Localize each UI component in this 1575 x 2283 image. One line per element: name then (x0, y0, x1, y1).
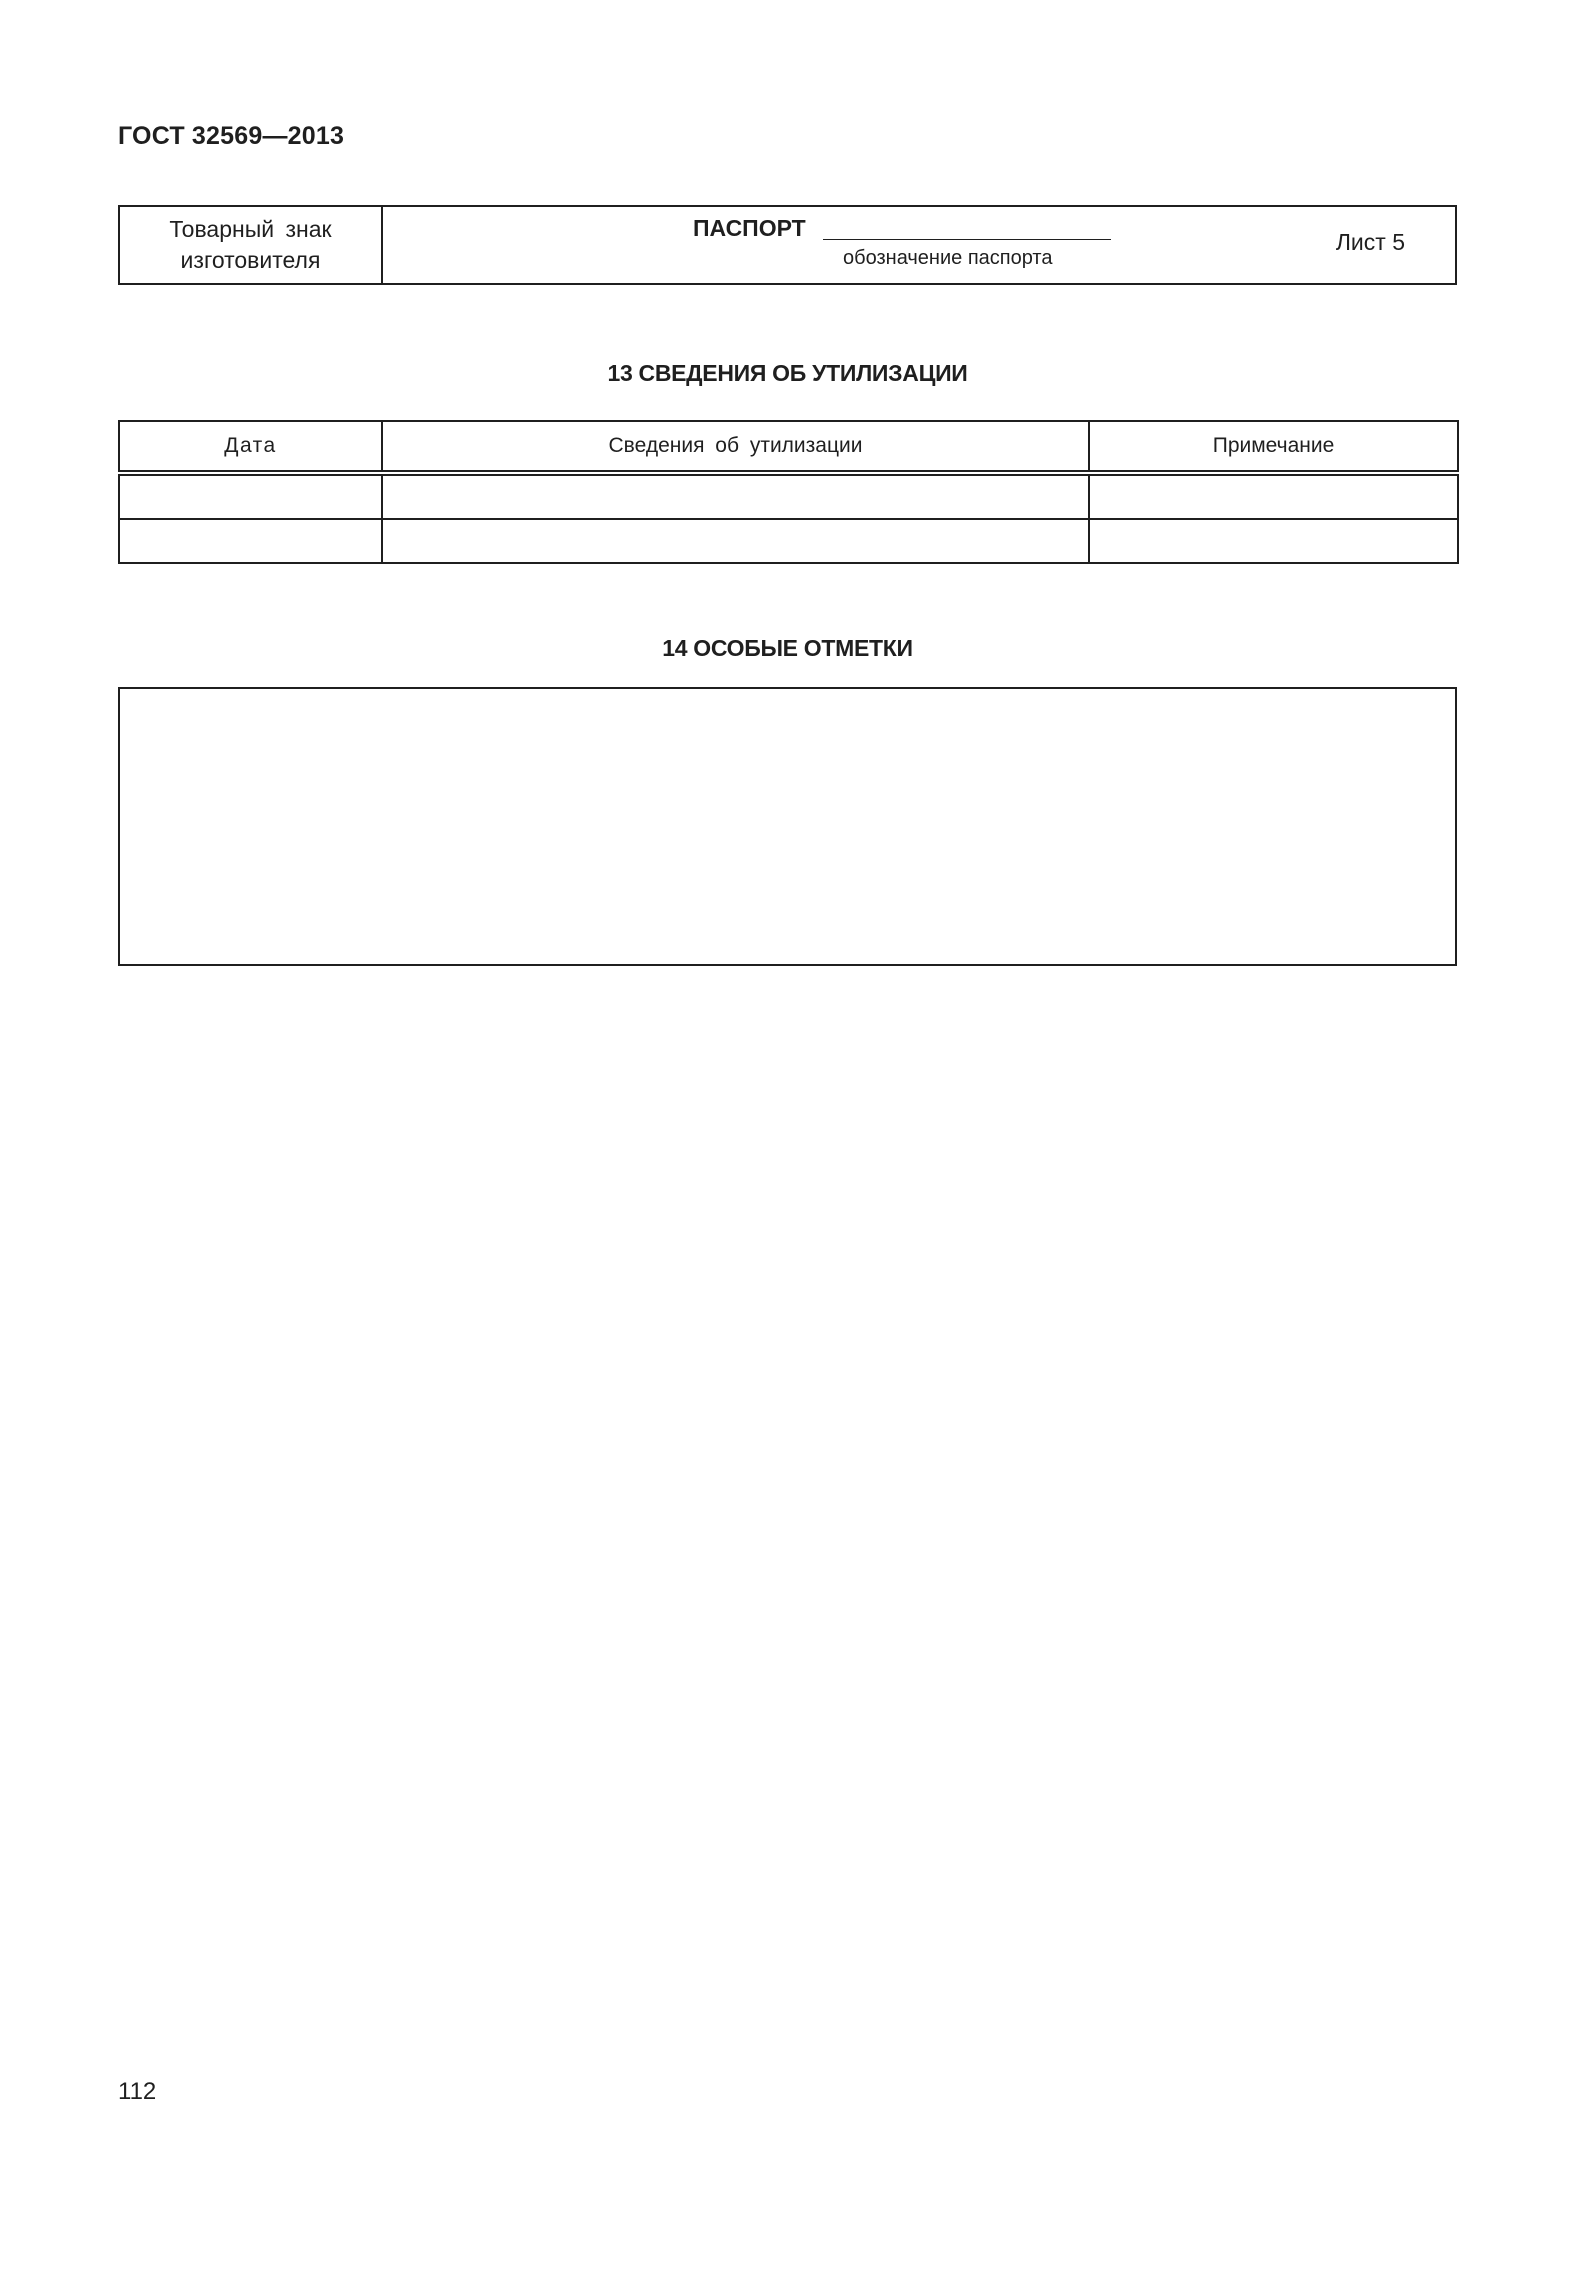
section-13-heading: 13 СВЕДЕНИЯ ОБ УТИЛИЗАЦИИ (607, 360, 968, 386)
passport-header-table (118, 205, 1457, 285)
table-cell-disposal-info[interactable] (382, 519, 1089, 563)
table-cell-disposal-info[interactable] (382, 473, 1089, 519)
standard-code: ГОСТ 32569—2013 (118, 122, 345, 150)
table-cell-date[interactable] (119, 473, 382, 519)
passport-cell (383, 207, 1455, 283)
brand-label-line1: Товарный знак (169, 216, 332, 242)
page-number: 112 (118, 2078, 157, 2105)
manufacturer-brand-cell (120, 207, 383, 283)
column-header-note: Примечание (1089, 421, 1458, 473)
table-row (119, 519, 1458, 563)
column-header-disposal-info: Сведения об утилизации (382, 421, 1089, 473)
table-cell-note[interactable] (1089, 473, 1458, 519)
special-notes-box[interactable] (118, 687, 1457, 966)
passport-designation-caption: обозначение паспорта (843, 247, 1053, 269)
table-cell-note[interactable] (1089, 519, 1458, 563)
disposal-table (118, 420, 1459, 564)
table-row (119, 473, 1458, 519)
passport-title: ПАСПОРТ (693, 215, 806, 241)
table-header-row (119, 421, 1458, 473)
table-cell-date[interactable] (119, 519, 382, 563)
section-14-heading: 14 ОСОБЫЕ ОТМЕТКИ (662, 635, 913, 661)
sheet-label: Лист 5 (1335, 229, 1405, 255)
column-header-date: Дата (119, 421, 382, 473)
passport-designation-line (823, 239, 1111, 240)
brand-label-line2: изготовителя (180, 247, 321, 273)
